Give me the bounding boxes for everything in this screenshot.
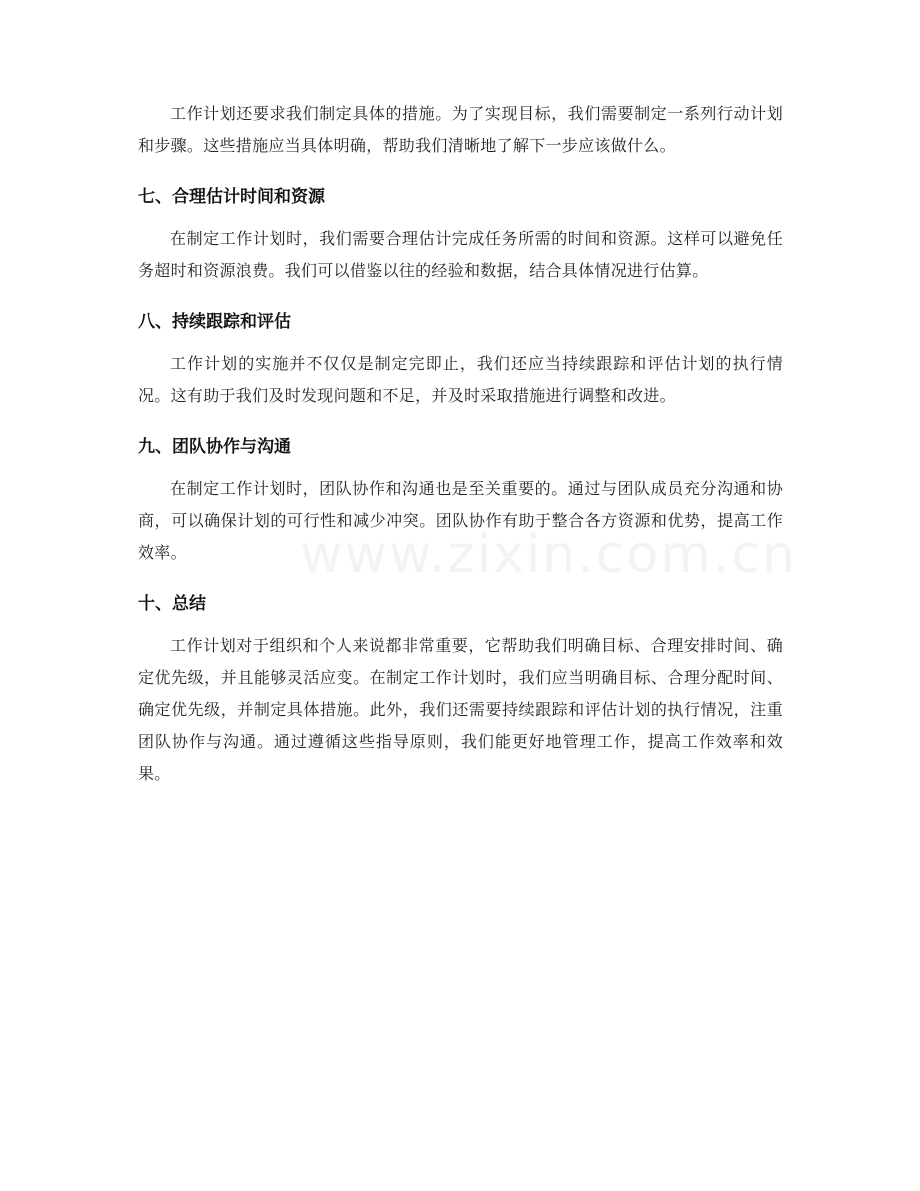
paragraph-estimate-time-resources: 在制定工作计划时，我们需要合理估计完成任务所需的时间和资源。这样可以避免任务超时和资源浪费。我们可以借鉴以往的经验和数据，结合具体情况进行估算。 <box>138 229 783 280</box>
paragraph-measures: 工作计划还要求我们制定具体的措施。为了实现目标，我们需要制定一系列行动计划和步骤。这些措施应当具体明确，帮助我们清晰地了解下一步应该做什么。 <box>138 104 783 155</box>
paragraph-summary: 工作计划对于组织和个人来说都非常重要，它帮助我们明确目标、合理安排时间、确定优先级，并且能够灵活应变。在制定工作计划时，我们应当明确目标、合理分配时间、确定优先级，并制定具体措施。此外，我们还需要持续跟踪和评估计划的执行情况，注重团队协作与沟通。通过遵循这些指导原则，我们能更好地管理工作，提高工作效率和效果。 <box>138 636 783 783</box>
heading-summary: 十、总结 <box>138 594 206 614</box>
paragraph-team-collaboration: 在制定工作计划时，团队协作和沟通也是至关重要的。通过与团队成员充分沟通和协商，可以确保计划的可行性和减少冲突。团队协作有助于整合各方资源和优势，提高工作效率。 <box>138 479 783 562</box>
paragraph-tracking-evaluation: 工作计划的实施并不仅仅是制定完即止，我们还应当持续跟踪和评估计划的执行情况。这有助于我们及时发现问题和不足，并及时采取措施进行调整和改进。 <box>138 354 783 405</box>
heading-team-collaboration: 九、团队协作与沟通 <box>138 437 291 457</box>
watermark: www.zixin.com.cn <box>300 525 797 585</box>
heading-tracking-evaluation: 八、持续跟踪和评估 <box>138 312 291 332</box>
document-page <box>138 98 783 790</box>
heading-estimate-time-resources: 七、合理估计时间和资源 <box>138 187 325 207</box>
